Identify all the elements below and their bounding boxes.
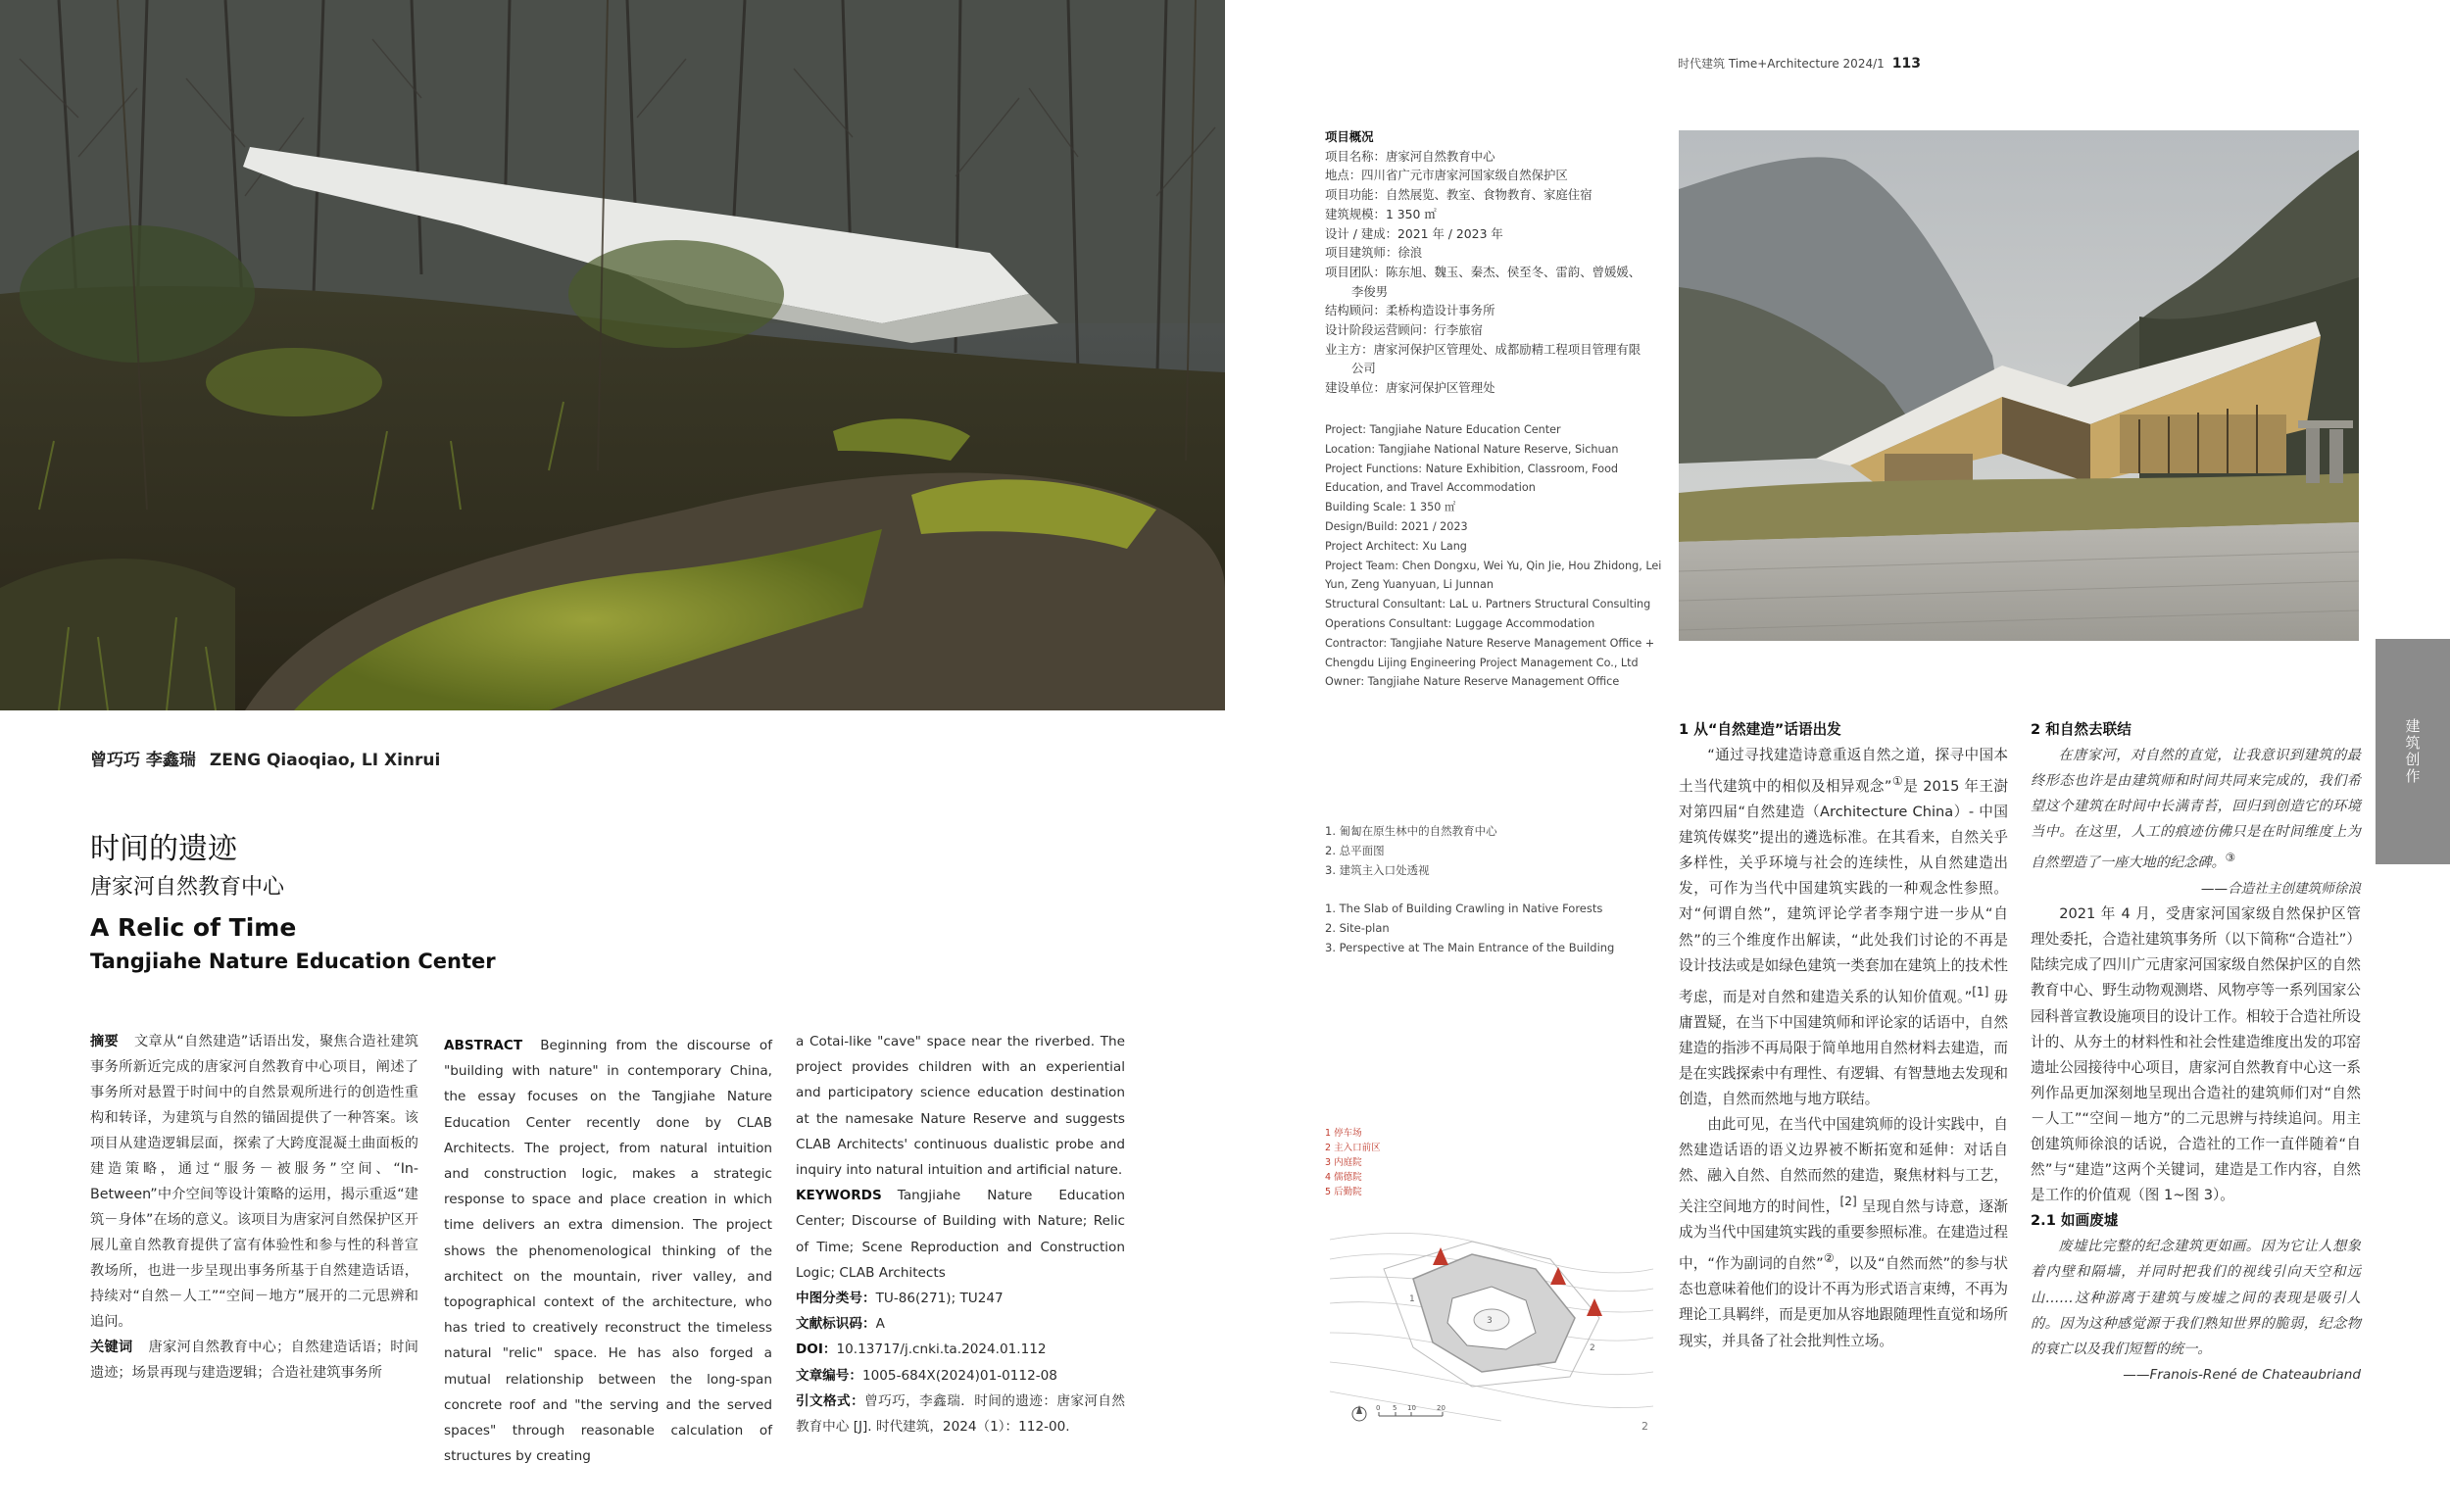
north-arrow-icon (1352, 1405, 1366, 1421)
project-line-en: Design/Build: 2021 / 2023 (1325, 519, 1468, 533)
project-line: 李俊男 (1351, 283, 1389, 299)
building-entrance-photo (1679, 130, 2359, 641)
hero-photo-forest (0, 0, 1225, 710)
epigraph: 在唐家河，对自然的直觉，让我意识到建筑的最终形态也许是由建筑师和时间共同来完成的，我们希望这个建筑在时间中长满青苔，回归到创造它的环境当中。在这里，人工的痕迹仿佛只是在时间维度上为自然塑造了一座大地的纪念碑。 (2031, 748, 2361, 872)
project-line: 建筑规模：1 350 ㎡ (1325, 206, 1437, 221)
project-line-en: Operations Consultant: Luggage Accommodation (1325, 616, 1595, 630)
section-2-heading: 2 和自然去联结 (2031, 721, 2132, 738)
caption: 2. Site-plan (1325, 921, 1390, 935)
abstract-en (444, 1033, 772, 1469)
abstract-cn-text: 文章从“自然建造”话语出发，聚焦合造社建筑事务所新近完成的唐家河自然教育中心项目，阐述了事务所对悬置于时间中的自然景观所进行的创造性重构和转译，为建筑与自然的锚固提供了一种答案。该项目从建造逻辑层面，探索了大跨度混凝土曲面板的建造策略，通过“服务－被服务”空间、“In-Between”中介空间等设计策略的运用，揭示重返“建筑－身体”在场的意义。该项目为唐家河自然保护区开展儿童自然教育提供了富有体验性和参与性的科普宣教场所，也进一步呈现出事务所基于自然建造话语，持续对“自然－人工”“空间－地方”展开的二元思辨和追问。 (90, 1034, 418, 1330)
title-en: A Relic of Time (90, 913, 297, 942)
subtitle-cn: 唐家河自然教育中心 (90, 875, 285, 900)
legend-item: 3 内庭院 (1325, 1157, 1362, 1168)
abstract-en-label: ABSTRACT (444, 1038, 523, 1053)
section-2-paragraph: 2021 年 4 月，受唐家河国家级自然保护区管理处委托，合造社建筑事务所（以下简称“合造社”）陆续完成了四川广元唐家河国家级自然保护区的自然教育中心、野生动物观测塔、风物亭等一系列国家公园科普宣教设施项目的设计工作。相较于合造社所设计的、从夯土的材料性和社会性建造维度出发的邛窑遗址公园接待中心项目，唐家河自然教育中心这一系列作品更加深刻地呈现出合造社的建筑师们对“自然－人工”“空间－地方”的二元思辨与持续追问。用主创建筑师徐浪的话说，合造社的工作一直伴随着“自然”与“建造”这两个关键词，建造是工作内容，自然是工作的价值观（图 1~图 3）。 (2031, 905, 2361, 1204)
section-tab: 建筑创作 (2376, 639, 2450, 864)
project-line: 公司 (1351, 361, 1376, 376)
section-1-heading: 1 从“自然建造”话语出发 (1679, 721, 1841, 738)
project-line: 建设单位：唐家河保护区管理处 (1325, 380, 1495, 396)
subsection-heading: 2.1 如画废墟 (2031, 1212, 2119, 1230)
scale-label: 20 (1437, 1404, 1446, 1412)
running-header (1678, 55, 1921, 72)
page-number: 113 (1891, 56, 1921, 72)
project-info-en (1325, 420, 1663, 692)
captions-cn (1325, 821, 1497, 880)
epigraph-attribution: ——合造社主创建筑师徐浪 (2200, 881, 2361, 898)
project-line: 业主方：唐家河保护区管理处、成都励精工程项目管理有限 (1325, 341, 1642, 357)
caption: 1. The Slab of Building Crawling in Native Forests (1325, 902, 1603, 915)
legend-item: 4 儒德院 (1325, 1172, 1362, 1183)
meta-row: 引文格式：曾巧巧，李鑫瑞．时间的遗迹：唐家河自然教育中心 [J]. 时代建筑，2024（1）：112-00. (796, 1392, 1126, 1436)
authors-cn: 曾巧巧 李鑫瑞 (90, 751, 196, 770)
project-info-heading: 项目概况 (1325, 129, 1374, 144)
project-line-en: Project Team: Chen Dongxu, Wei Yu, Qin Jie, Hou Zhidong, Lei (1325, 559, 1662, 572)
project-line: 地点：四川省广元市唐家河国家级自然保护区 (1325, 168, 1568, 183)
project-line: 项目功能：自然展览、教室、食物教育、家庭住宿 (1325, 187, 1592, 203)
project-line: 项目团队：陈东旭、魏玉、秦杰、侯至冬、雷韵、曾媛媛、 (1325, 264, 1642, 279)
project-line-en: Chengdu Lijing Engineering Project Management Co., Ltd (1325, 656, 1639, 669)
svg-text:2: 2 (1590, 1343, 1595, 1353)
project-line: 设计 / 建成：2021 年 / 2023 年 (1325, 225, 1503, 241)
abstract-meta-column (796, 1029, 1125, 1439)
scale-label: 10 (1407, 1404, 1416, 1412)
keywords-cn-label: 关键词 (90, 1340, 133, 1355)
legend-item: 2 主入口前区 (1325, 1143, 1381, 1153)
section-2: 2 和自然去联结 在唐家河，对自然的直觉，让我意识到建筑的最终形态也许是由建筑师和时间共同来完成的，我们希望这个建筑在时间中长满青苔，回归到创造它的环境当中。在这里，人工的痕迹仿佛只是在时间维度上为自然塑造了一座大地的纪念碑。③ ——合造社主创建筑师徐浪 2021 年 4 月，受唐家河国家级自然保护区管理处委托，合造社建筑事务所（以下简称“合造社”）陆续完成了四川广元唐家河国家级自然保护区的自然教育中心、野生动物观测塔、风物亭等一系列国家公园科普宣教设施项目的设计工作。相较于合造社所设计的、从夯土的材料性和社会性建造维度出发的邛窑遗址公园接待中心项目，唐家河自然教育中心这一系列作品更加深刻地呈现出合造社的建筑师们对“自然－人工”“空间－地方”的二元思辨与持续追问。用主创建筑师徐浪的话说，合造社的工作一直伴随着“自然”与“建造”这两个关键词，建造是工作内容，自然是工作的价值观（图 1~图 3）。 2.1 如画废墟 废墟比完整的纪念建筑更如画。因为它让人想象着内壁和隔墙，并同时把我们的视线引向天空和远山……这种游离于建筑与废墟之间的表现是吸引人的。因为这种感觉源于我们熟知世界的脆弱，纪念物的衰亡以及我们短暂的统一。 ——Franois-René de Chateaubriand (2031, 717, 2361, 1388)
project-line: 项目建筑师：徐浪 (1325, 245, 1423, 261)
project-line-en: Location: Tangjiahe National Nature Reserve, Sichuan (1325, 442, 1619, 456)
captions-en (1325, 899, 1614, 957)
project-line-en: Owner: Tangjiahe Nature Reserve Management Office (1325, 675, 1620, 689)
authors (90, 746, 454, 770)
section-1: 1 从“自然建造”话语出发 “通过寻找建造诗意重返自然之道，探寻中国本土当代建筑中的相似及相异观念”①是 2015 年王澍对第四届“自然建造（Architecture China）- 中国建筑传媒奖”提出的遴选标准。在其看来，自然关乎多样性，关乎环境与社会的连续性，从自然建造出发，可作为当代中国建筑实践的一种观念性参照。对“何谓自然”，建筑评论学者李翔宁进一步从“自然”的三个维度作出解读，“此处我们讨论的不再是设计技法或是如绿色建筑一类套加在建筑上的技术性考虑，而是对自然和建造关系的认知价值观。”[1] 毋庸置疑，在当下中国建筑师和评论家的话语中，自然建造的指涉不再局限于简单地用自然材料去建造，而是在实践探索中有理性、有逻辑、有智慧地去发现和创造，自然而然地与地方联结。 由此可见，在当代中国建筑师的设计实践中，自然建造话语的语义边界被不断拓宽和延伸：对话自然、融入自然、自然而然的建造，聚焦材料与工艺，关注空间地方的时间性，[2] 呈现自然与诗意，逐渐成为当代中国建筑实践的重要参照标准。在建造过程中，“作为副词的自然”②，以及“自然而然”的参与状态也意味着他们的设计不再为形式语言束缚，不再为理论工具羁绊，而是更加从容地跟随理性直觉和场所现实，并具备了社会批判性立场。 (1679, 717, 2008, 1354)
epigraph-2-attribution: ——Franois-René de Chateaubriand (2123, 1366, 2361, 1383)
legend-item: 5 后勤院 (1325, 1187, 1362, 1197)
project-line: 结构顾问：柔桥构造设计事务所 (1325, 303, 1495, 318)
project-line-en: Education, and Travel Accommodation (1325, 481, 1536, 495)
title-cn: 时间的遗迹 (90, 832, 237, 866)
keywords-en: Tangjiahe Nature Education Center; Discourse of Building with Nature; Relic of Time; Scene Reproduction and Construction Logic; CLAB Architects (796, 1188, 1125, 1281)
project-line-en: Building Scale: 1 350 ㎡ (1325, 501, 1456, 514)
meta-row: DOI：10.13717/j.cnki.ta.2024.01.112 (796, 1341, 1047, 1358)
scale-label: 5 (1393, 1404, 1397, 1412)
keywords-cn: 唐家河自然教育中心；自然建造话语；时间遗迹；场景再现与建造逻辑；合造社建筑事务所 (90, 1340, 418, 1381)
legend-item: 1 停车场 (1325, 1128, 1362, 1139)
project-line-en: Project: Tangjiahe Nature Education Center (1325, 423, 1561, 436)
keywords-en-label: KEYWORDS (796, 1188, 882, 1204)
svg-text:1: 1 (1409, 1294, 1415, 1304)
figure-number: 2 (1642, 1420, 1648, 1433)
project-line: 项目名称：唐家河自然教育中心 (1325, 148, 1495, 164)
project-line: 设计阶段运营顾问：行李旅宿 (1325, 322, 1484, 338)
meta-row: 中图分类号：TU-86(271); TU247 (796, 1291, 1004, 1307)
caption: 3. Perspective at The Main Entrance of the Building (1325, 941, 1615, 954)
project-line-en: Project Functions: Nature Exhibition, Classroom, Food (1325, 462, 1619, 475)
project-line-en: Project Architect: Xu Lang (1325, 539, 1467, 553)
project-line-en: Contractor: Tangjiahe Nature Reserve Management Office + (1325, 636, 1655, 650)
project-line-en: Structural Consultant: LaL u. Partners Structural Consulting (1325, 598, 1651, 611)
scale-label: 0 (1376, 1404, 1381, 1412)
epigraph-2: 废墟比完整的纪念建筑更如画。因为它让人想象着内壁和隔墙，并同时把我们的视线引向天空和远山……这种游离于建筑与废墟之间的表现是吸引人的。因为这种感觉源于我们熟知世界的脆弱，纪念物的衰亡以及我们短暂的统一。 (2031, 1239, 2361, 1357)
running-title: 时代建筑 Time+Architecture 2024/1 (1678, 57, 1885, 71)
abstract-en-continued: a Cotai-like "cave" space near the riverbed. The project provides children with an experiential and participatory science education destination at the namesake Nature Reserve and suggests CLAB Architects' continuous dualistic probe and inquiry into natural intuition and artificial nature. (796, 1034, 1125, 1179)
abstract-cn (90, 1029, 418, 1386)
abstract-cn-label: 摘要 (90, 1034, 119, 1049)
caption: 3. 建筑主入口处透视 (1325, 863, 1430, 877)
meta-row: 文章编号：1005-684X(2024)01-0112-08 (796, 1367, 1057, 1384)
subtitle-en: Tangjiahe Nature Education Center (90, 950, 496, 973)
project-info-cn (1325, 127, 1658, 398)
svg-text:3: 3 (1487, 1316, 1493, 1326)
caption: 2. 总平面图 (1325, 844, 1385, 857)
site-plan-legend (1325, 1126, 1381, 1199)
abstract-en-text: Beginning from the discourse of "building with nature" in contemporary China, the essay focuses on the Tangjiahe Nature Education Center recently done by CLAB Architects. The project, from natural intuition and construction logic, makes a strategic response to space and place creation in which time delivers an extra dimension. The project shows the phenomenological thinking of the architect on the mountain, river valley, and topographical context of the architecture, who has tried to creatively reconstruct the timeless natural "relic" space. He has also forged a mutual relationship between the long-span concrete roof and "the serving and the served spaces" through reasonable calculation of structures by creating (444, 1038, 772, 1465)
caption: 1. 匍匐在原生林中的自然教育中心 (1325, 824, 1497, 838)
meta-row: 文献标识码：A (796, 1316, 885, 1333)
authors-en: ZENG Qiaoqiao, LI Xinrui (209, 751, 441, 770)
project-line-en: Yun, Zeng Yuanyuan, Li Junnan (1325, 578, 1494, 592)
